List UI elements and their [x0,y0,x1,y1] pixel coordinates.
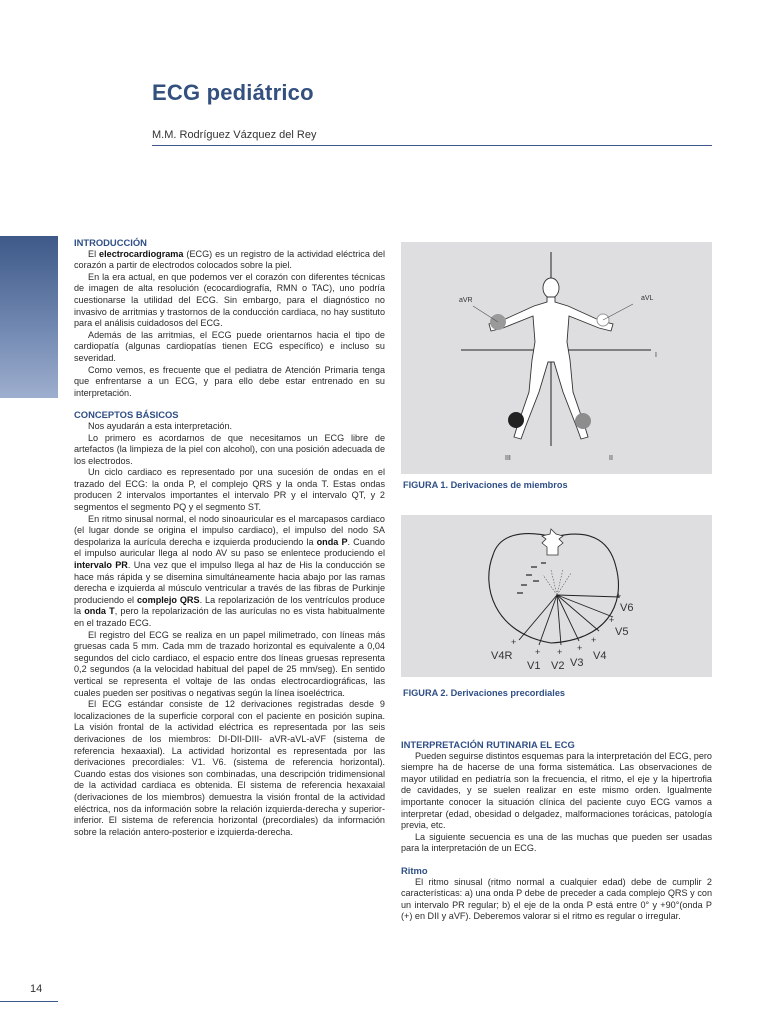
paragraph [74,514,385,630]
paragraph: El ritmo sinusal (ritmo normal a cualquier edad) debe de cumplir 2 características: a) una onda P debe de preceder a cada complejo QRS y con un intervalo PR regular; b) el eje de la onda P está entre 0° y +90°(onda P (+) en DII y aVF). Deberemos valorar si el ritmo es regular o irregular. [401,876,712,922]
text-span: . Una vez que el impulso llega al haz de His la conducción se hace más rápida y se disemina simultáneamente hacia abajo por las ramas derecha e izquierda al músculo ventricular a través de las fibras de Purkinje produciendo el [74,560,386,605]
bold-term: intervalo PR [74,560,128,571]
paragraph: Pueden seguirse distintos esquemas para la interpretación del ECG, pero siempre ha de hacerse de una forma sistemática. Las observaciones de mayor utilidad en pediatría son la frecuencia, el ritmo, el eje y la hipertrofia de cavidades, y se suelen realizar en este mismo orden. Igualmente importante conocer la situación clínica del paciente cuyo ECG vamos a interpretar (edad, obesidad o delgadez, malformaciones torácicas, patología previa, etc. [401,750,712,831]
bold-term: onda P [316,536,348,547]
label-v1: V1 [527,660,541,672]
label-lead-i: I [655,352,657,359]
text-span: El [88,248,100,259]
text-span: . Cuando el impulso auricular llega al nodo AV su paso se enlentece produciendo el [74,536,385,559]
figure-2-caption: FIGURA 2. Derivaciones precordiales [403,688,566,698]
electrode-right-leg [508,412,524,428]
svg-text:+: + [511,637,517,647]
svg-text:+: + [616,591,622,601]
paragraph: En la era actual, en que podemos ver el corazón con diferentes técnicas de imagen de alta resolución (ecocardiografía, RMN o TAC), uno podría cuestionarse la utilidad del ECG. Sin embargo, para el diagnóstico no invasivo de arritmias y trastornos de la conducción cardiaca, no hay sustituto para el análisis cuidadosos del ECG. [74,271,385,329]
label-avr: aVR [459,297,473,304]
svg-text:+: + [577,643,583,653]
bold-term: complejo QRS [137,594,200,605]
paragraph: Además de las arritmias, el ECG puede orientarnos hacia el tipo de cardiopatía (algunas cardiopatías tienen ECG específico) e incluso su severidad. [74,329,385,363]
label-v6: V6 [620,602,634,614]
electrode-left-leg [575,413,591,429]
paragraph: La siguiente secuencia es una de las muchas que pueden ser usadas para la interpretación de un ECG. [401,831,712,854]
svg-text:+: + [535,647,541,657]
heading-ritmo: Ritmo [401,864,428,876]
plus-markers [511,591,621,657]
label-v3: V3 [570,657,584,669]
label-v4r: V4R [491,650,513,662]
lead-line [603,304,633,320]
precordial-vectors [519,595,620,645]
svg-text:+: + [557,647,563,657]
heading-conceptos: CONCEPTOS BÁSICOS [74,409,179,421]
text-span: , pero la repolarización de las aurículas no es vista habitualmente en el trazado ECG. [74,606,385,628]
label-avl: aVL [641,295,654,302]
text-span: En ritmo sinusal normal, el nodo sinoauricular es el marcapasos cardiaco (el lugar donde se origina el impulso cardiaco), el impulso del nodo SA despolariza la aurícula derecha e izquierda produciendo la [74,513,385,547]
text-span: (ECG) es un registro de la actividad eléctrica del corazón a partir de electrodos colocados sobre la piel. [74,248,385,271]
paragraph: El ECG estándar consiste de 12 derivaciones registradas desde 9 localizaciones de la superficie corporal con el paciente en posición supina. La visión frontal de la actividad eléctrica es representada por las seis derivaciones de los miembros: DI-DII-DIII- aVR-aVL-aVF (sistema de referencia hexaaxial). La actividad horizontal es representada por las derivaciones precordiales: V1. V6. (sistema de referencia horizontal). Cuando estas dos visiones son combinadas, una descripción tridimensional de la actividad cardiaca es obtenida. El sistema de referencia hexaxaial (derivaciones de los miembros) demuestra la visión frontal de la actividad eléctrica, nos da información sobre la relación izquierda-derecha y superior-inferior. El sistema de referencia horizontal (precordiales) da información sobre la relación antero-posterior e izquierda-derecha. [74,699,385,837]
negative-markers [517,563,546,593]
left-column [74,237,385,838]
lead-line [473,306,498,322]
page-title: ECG pediátrico [152,80,314,105]
bold-term: onda T [84,606,115,617]
page-number: 14 [30,983,43,995]
paragraph [74,249,385,272]
paragraph: Nos ayudarán a esta interpretación. [88,420,233,431]
paragraph: Como vemos, es frecuente que el pediatra de Atención Primaria tenga que enfrentarse a un ECG, y para ello debe estar entrenado en su interpretación. [74,364,385,398]
sidebar-color-band [0,236,58,398]
text-span: . La repolarización de los ventrículos produce la [74,594,385,617]
label-v2: V2 [551,660,565,672]
bold-term: electrocardiograma [99,248,184,259]
dashed-rays [543,569,571,595]
author-line: M.M. Rodríguez Vázquez del Rey [152,129,317,141]
limb-leads-illustration [401,242,712,474]
figure-limb-leads [401,242,712,474]
heading-introduccion: INTRODUCCIÓN [74,237,147,248]
label-v5: V5 [615,626,629,638]
heading-interpretacion: INTERPRETACIÓN RUTINARIA EL ECG [401,739,575,750]
label-v4: V4 [593,650,607,662]
paragraph: Un ciclo cardiaco es representado por una sucesión de ondas en el trazado del ECG: la onda P, el complejo QRS y la onda T. Estas ondas producen 2 intervalos importantes el intervalo PR y el intervalo QT, y 2 segmentos el segmento PQ y el segmento ST. [74,467,385,513]
paragraph: El registro del ECG se realiza en un papel milimetrado, con líneas más gruesas cada 5 mm. Cada mm de trazado horizontal es equivalente a 0,04 segundos del ciclo cardiaco, el espacio entre dos líneas gruesas representa 0,2 segundos (a la velocidad habitual del papel de 25 mm/seg). En sentido vertical se representa el voltaje de las ondas electrocardiográficas, las cuales pueden ser positivas o negativas según la línea isoeléctrica. [74,629,385,698]
title-rule [152,145,712,146]
figure-precordial-leads [401,515,712,677]
label-lead-ii: II [609,455,613,462]
figure-1-caption: FIGURA 1. Derivaciones de miembros [403,480,568,490]
spine-icon [542,529,563,555]
label-lead-iii: III [505,455,511,462]
page-number-rule [0,1001,58,1002]
precordial-leads-illustration [401,515,712,677]
paragraph: Lo primero es acordarnos de que necesitamos un ECG libre de artefactos (la limpieza de la piel con alcohol), con una posición adecuada de los electrodos. [74,432,385,466]
svg-text:+: + [591,635,597,645]
right-column [401,739,712,923]
svg-text:+: + [609,615,615,625]
